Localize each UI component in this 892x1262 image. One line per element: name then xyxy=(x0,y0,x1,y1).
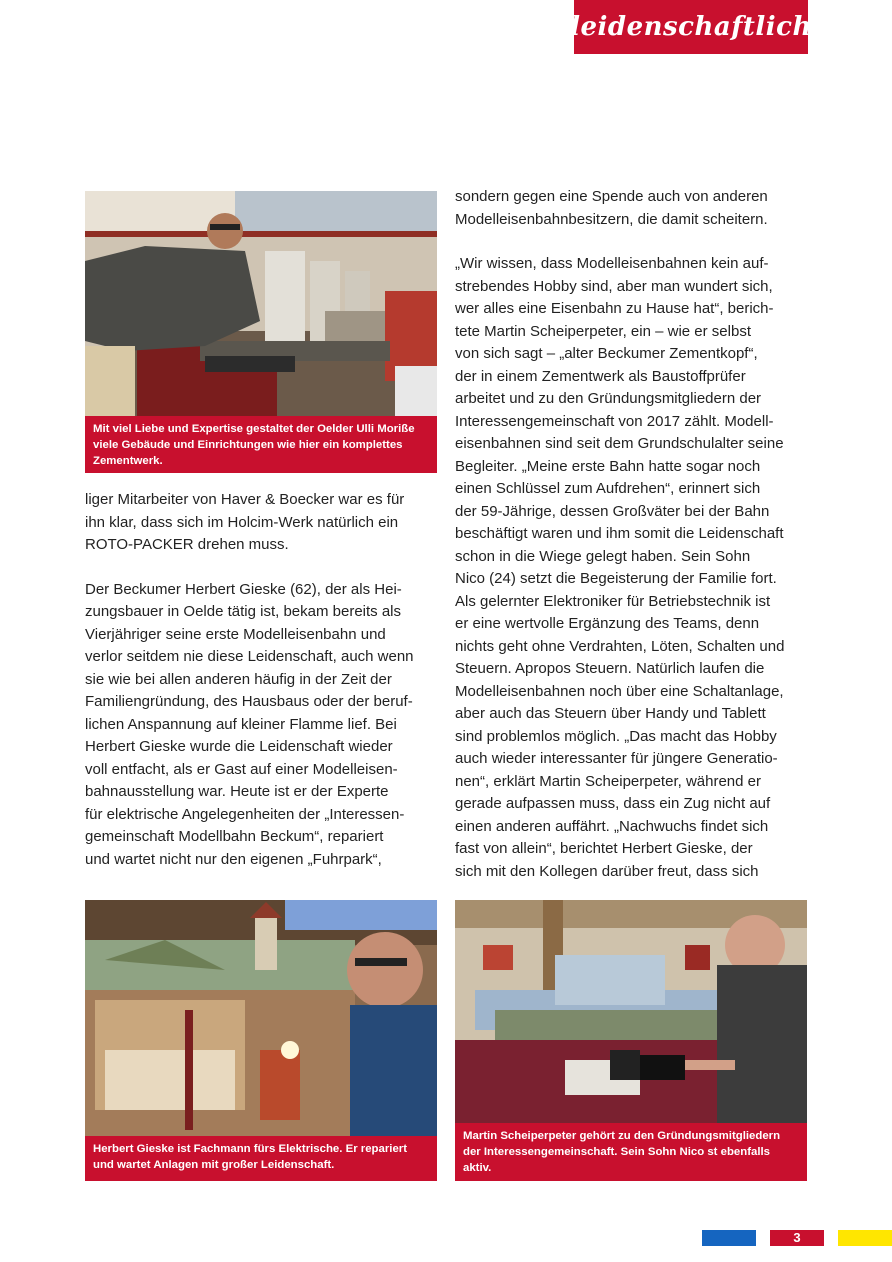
figure-martin-scheiperpeter xyxy=(455,900,807,1181)
figure-caption: Martin Scheiperpeter gehört zu den Gründungsmitgliedern der Interessengemeinschaft. Sein Sohn Nico st ebenfalls aktiv. xyxy=(455,1123,807,1181)
section-banner: leidenschaftlich xyxy=(574,0,808,54)
article-left-column xyxy=(85,489,440,871)
photo-martin-scheiperpeter-layout xyxy=(455,900,807,1123)
figure-cement-works xyxy=(85,191,437,473)
paragraph: sondern gegen eine Spende auch von anderen Modelleisenbahnbesitzern, die damit scheitern. xyxy=(455,188,768,228)
photo-cement-works-model xyxy=(85,191,437,416)
footer-color-bar-yellow xyxy=(838,1230,892,1246)
footer-color-bar-blue xyxy=(702,1230,756,1246)
figure-caption: Mit viel Liebe und Expertise gestaltet der Oelder Ulli Moriße viele Gebäude und Einrichtungen wie hier ein komplettes Zementwerk. xyxy=(85,416,437,473)
paragraph: „Wir wissen, dass Modelleisenbahnen kein auf- strebendes Hobby sind, aber man wundert sich, wer alles eine Eisenbahn zu Hause hat“, berich- tete Martin Scheiperpeter, ein – wie er selbst von sich sagt – „alter Beckumer Zementkopf“, der in einem Zementwerk als Baustoffprüfer arbeitet und zu den Gründungsmitgliedern der Interessengemeinschaft von 2017 zählt. Modell- eisenbahnen sind seit dem Grundschulalter seine Begleiter. „Meine erste Bahn hatte sogar noch einen Schlüssel zum Aufdrehen“, erinnert sich der 59-Jährige, dessen Großväter bei der Bahn beschäftigt waren und ihm somit die Leidenschaft schon in die Wiege gelegt haben. Sein Sohn Nico (24) setzt die Begeisterung der Familie fort. Als gelernter Elektroniker für Betriebstechnik ist er eine wertvolle Ergänzung des Teams, denn nichts geht ohne Verdrahten, Löten, Schalten und Steuern. Apropos Steuern. Natürlich laufen die Modelleisenbahnen noch über eine Schaltanlage, aber auch das Steuern über Handy und Tablett sind problemlos möglich. „Das macht das Hobby auch wieder interessanter für jüngere Generatio- nen“, erklärt Martin Scheiperpeter, während er gerade aufpassen muss, dass ein Zug nicht auf einen anderen auffährt. „Nachwuchs findet sich fast von allein“, berichtet Herbert Gieske, der sich mit den Kollegen darüber freut, dass sich xyxy=(455,255,785,880)
figure-herbert-gieske xyxy=(85,900,437,1181)
paragraph: Der Beckumer Herbert Gieske (62), der als Hei- zungsbauer in Oelde tätig ist, bekam bereits als Vierjähriger seine erste Modelleisenbahn und verlor seitdem nie diese Leidenschaft, auch wenn sie wie bei allen anderen häufig in der Zeit der Familiengründung, des Hausbaus oder der beruf- lichen Anspannung auf kleiner Flamme lief. Bei Herbert Gieske wurde die Leidenschaft wieder voll entfacht, als er Gast auf einer Modelleisen- bahnausstellung war. Heute ist er der Experte für elektrische Angelegenheiten der „Interessen- gemeinschaft Modellbahn Beckum“, repariert und wartet nicht nur den eigenen „Fuhrpark“, xyxy=(85,580,414,868)
page-number: 3 xyxy=(770,1230,824,1246)
paragraph: liger Mitarbeiter von Haver & Boecker war es für ihn klar, dass sich im Holcim-Werk natürlich ein ROTO-PACKER drehen muss. xyxy=(85,491,405,553)
article-right-column xyxy=(455,186,815,883)
photo-herbert-gieske-wiring xyxy=(85,900,437,1136)
figure-caption: Herbert Gieske ist Fachmann fürs Elektrische. Er repariert und wartet Anlagen mit großer Leidenschaft. xyxy=(85,1136,437,1181)
